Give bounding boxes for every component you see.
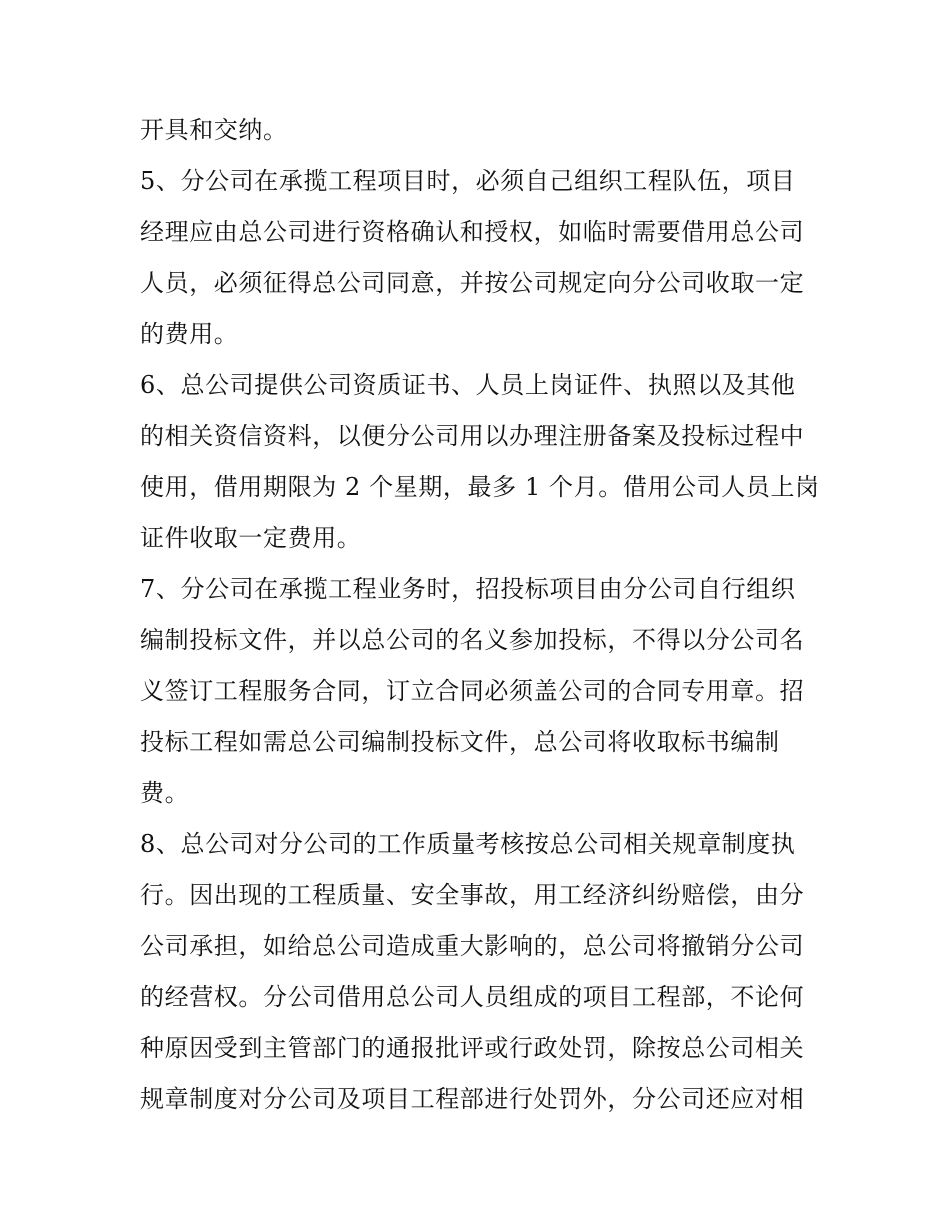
paragraph bbox=[140, 567, 820, 822]
text-line: 种原因受到主管部门的通报批评或行政处罚，除按总公司相关 bbox=[140, 1034, 805, 1062]
text-line: 8、总公司对分公司的工作质量考核按总公司相关规章制度执 bbox=[140, 830, 796, 858]
text-line: 6、总公司提供公司资质证书、人员上岗证件、执照以及其他 bbox=[140, 371, 796, 399]
paragraph bbox=[140, 159, 820, 363]
text-line: 规章制度对分公司及项目工程部进行处罚外，分公司还应对相 bbox=[140, 1085, 805, 1113]
document-body bbox=[140, 108, 820, 1128]
text-line: 7、分公司在承揽工程业务时，招投标项目由分公司自行组织 bbox=[140, 575, 796, 603]
text-line: 开具和交纳。 bbox=[140, 116, 288, 144]
text-line: 的经营权。分公司借用总公司人员组成的项目工程部，不论何 bbox=[140, 983, 805, 1011]
paragraph bbox=[140, 363, 820, 567]
paragraph bbox=[140, 822, 820, 1128]
text-line: 证件收取一定费用。 bbox=[140, 524, 362, 552]
text-line: 编制投标文件，并以总公司的名义参加投标，不得以分公司名 bbox=[140, 626, 805, 654]
text-line: 人员，必须征得总公司同意，并按公司规定向分公司收取一定 bbox=[140, 269, 805, 297]
text-line: 经理应由总公司进行资格确认和授权，如临时需要借用总公司 bbox=[140, 218, 805, 246]
text-line: 费。 bbox=[140, 779, 190, 807]
text-line: 行。因出现的工程质量、安全事故，用工经济纠纷赔偿，由分 bbox=[140, 881, 805, 909]
text-line: 投标工程如需总公司编制投标文件，总公司将收取标书编制 bbox=[140, 728, 780, 756]
text-line: 的相关资信资料，以便分公司用以办理注册备案及投标过程中 bbox=[140, 422, 805, 450]
text-line: 的费用。 bbox=[140, 320, 239, 348]
text-line: 公司承担，如给总公司造成重大影响的，总公司将撤销分公司 bbox=[140, 932, 805, 960]
text-line: 义签订工程服务合同，订立合同必须盖公司的合同专用章。招 bbox=[140, 677, 805, 705]
paragraph bbox=[140, 108, 820, 159]
text-line: 5、分公司在承揽工程项目时，必须自己组织工程队伍，项目 bbox=[140, 167, 796, 195]
text-line: 使用，借用期限为 2 个星期，最多 1 个月。借用公司人员上岗 bbox=[140, 473, 820, 501]
